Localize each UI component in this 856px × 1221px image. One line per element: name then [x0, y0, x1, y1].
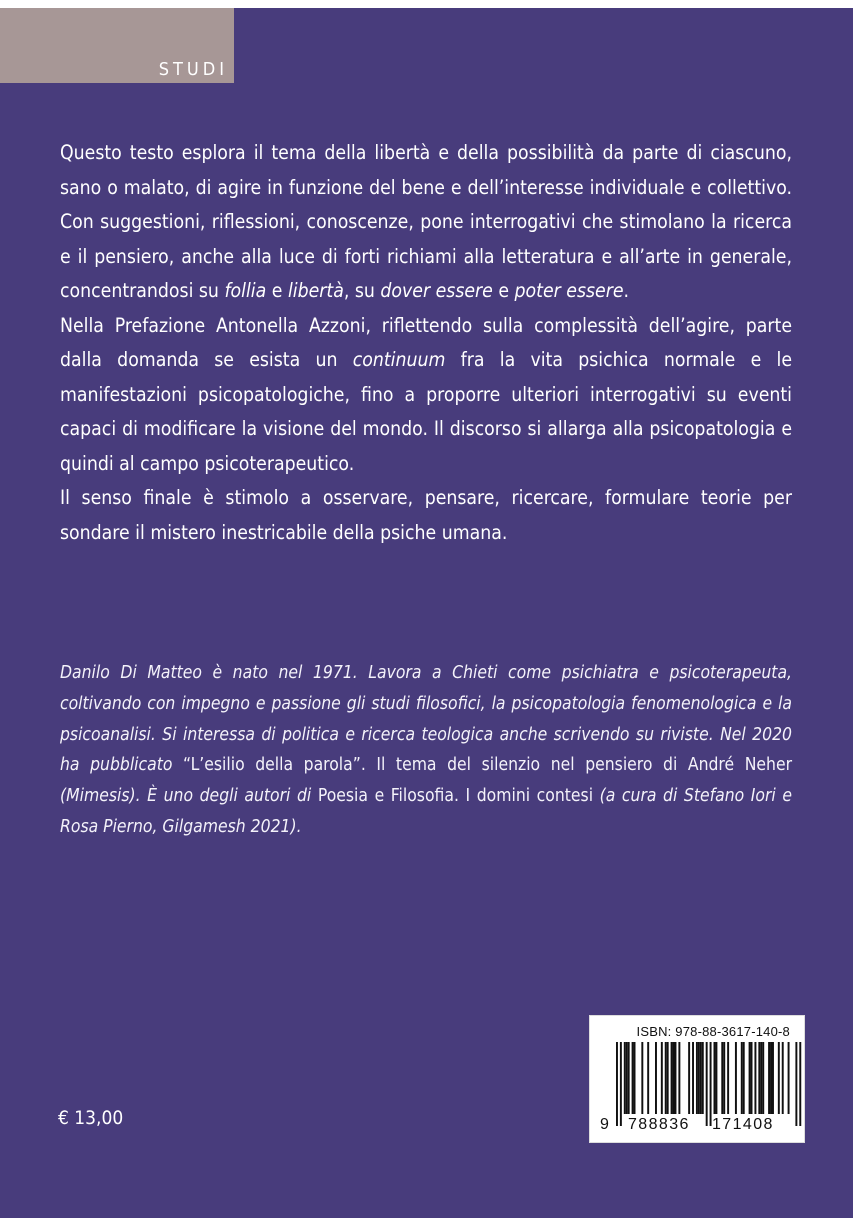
- text-segment: continuum: [352, 348, 446, 371]
- blurb-paragraph-1: [60, 136, 792, 309]
- text-segment: (Mimesis). È uno degli autori di: [60, 786, 318, 807]
- barcode-bar: [647, 1042, 649, 1114]
- barcode-bar: [760, 1042, 762, 1114]
- barcode-digit-first: 9: [600, 1116, 609, 1133]
- text-segment: e: [492, 279, 515, 302]
- back-cover: [0, 8, 853, 1218]
- barcode-bar: [667, 1042, 669, 1114]
- barcode-bar: [770, 1042, 772, 1114]
- blurb: [60, 136, 792, 550]
- barcode-bar: [700, 1042, 702, 1114]
- text-segment: Danilo Di Matteo è nato nel 1971. Lavora a Chieti come psichiatra e psicoterapeuta, coltivando con impegno e passione gli studi filosofici, la psicopatologia fenomenologica e la psicoanalisi. Si interessa di politica e ricerca teologica anche scrivendo su riviste. Nel 2020 ha pubblicato: [60, 663, 792, 776]
- barcode-bar: [768, 1042, 770, 1114]
- barcode-bar: [696, 1042, 698, 1114]
- blurb-paragraph-3: [60, 481, 792, 550]
- text-segment: Questo testo esplora il tema della libertà e della possibilità da parte di ciascuno, sano o malato, di agire in funzione del bene e dell’interesse individuale e collettivo. Con suggestioni, riflessioni, conoscenze, pone interrogativi che stimolano la ricerca e il pensiero, anche alla luce di forti richiami alla letteratura e all’arte in generale, concentrandosi su: [60, 141, 792, 302]
- barcode-bar: [799, 1042, 801, 1126]
- author-bio: [60, 658, 792, 843]
- barcode-bar: [727, 1042, 729, 1114]
- barcode-bar: [706, 1042, 708, 1126]
- series-tab: [0, 8, 234, 83]
- barcode-bar: [620, 1042, 622, 1126]
- barcode-bar: [626, 1042, 628, 1114]
- text-segment: Poesia e Filosofia. I domini contesi: [317, 786, 600, 807]
- text-segment: dover essere: [380, 279, 493, 302]
- text-segment: (a cura di Stefano Iori e Rosa Pierno, Gilgamesh 2021).: [60, 786, 792, 837]
- barcode-bar: [692, 1042, 694, 1114]
- text-segment: Nella Prefazione Antonella Azzoni, riflettendo sulla complessità dell’agire, parte dalla domanda se esista un: [60, 313, 792, 371]
- barcode-bar: [628, 1042, 630, 1114]
- barcode-bar: [616, 1042, 618, 1126]
- barcode-bar: [714, 1042, 716, 1114]
- barcode-bar: [795, 1042, 797, 1126]
- series-label: STUDI: [158, 59, 228, 80]
- text-segment: .: [623, 279, 630, 302]
- text-segment: e: [266, 279, 288, 302]
- barcode-bar: [632, 1042, 634, 1114]
- barcode-digits-right: 171408: [712, 1116, 774, 1133]
- barcode-bar: [678, 1042, 680, 1114]
- barcode-bar: [665, 1042, 667, 1114]
- barcode-bar: [772, 1042, 774, 1114]
- text-segment: libertà: [287, 279, 344, 302]
- barcode-bar: [754, 1042, 756, 1114]
- blurb-paragraph-2: [60, 309, 792, 482]
- barcode-digits-left: 788836: [628, 1116, 690, 1133]
- barcode-bar: [688, 1042, 690, 1114]
- text-segment: poter essere: [514, 279, 624, 302]
- text-segment: “L’esilio della parola”. Il tema del silenzio nel pensiero di André Neher: [183, 755, 793, 776]
- barcode-bar: [749, 1042, 751, 1114]
- barcode-bar: [624, 1042, 626, 1114]
- barcode-bar: [641, 1042, 643, 1114]
- isbn-label: ISBN: 978-88-3617-140-8: [636, 1024, 790, 1039]
- text-segment: follia: [224, 279, 267, 302]
- barcode-bar: [735, 1042, 737, 1114]
- barcode-bar: [634, 1042, 636, 1114]
- barcode-bar: [751, 1042, 753, 1114]
- barcode-bar: [671, 1042, 673, 1114]
- text-segment: , su: [343, 279, 381, 302]
- barcode-bar: [721, 1042, 723, 1114]
- barcode-bar: [702, 1042, 704, 1114]
- barcode-bar: [758, 1042, 760, 1114]
- price: € 13,00: [58, 1107, 124, 1129]
- barcode-bar: [778, 1042, 780, 1114]
- barcode-bar: [655, 1042, 657, 1114]
- barcode-bar: [723, 1042, 725, 1114]
- text-segment: Il senso finale è stimolo a osservare, pensare, ricercare, formulare teorie per sondare il mistero inestricabile della psiche umana.: [60, 486, 792, 544]
- barcode-bar: [673, 1042, 675, 1114]
- barcode-bar: [661, 1042, 663, 1114]
- barcode-bar: [782, 1042, 784, 1114]
- author-bio-text: [60, 658, 792, 843]
- barcode-bar: [710, 1042, 712, 1126]
- barcode-bar: [698, 1042, 700, 1114]
- barcode-bar: [762, 1042, 764, 1114]
- barcode-bar: [715, 1042, 717, 1114]
- barcode-bar: [743, 1042, 745, 1114]
- text-segment: fra la vita psichica normale e le manifestazioni psicopatologiche, fino a proporre ulteriori interrogativi su eventi capaci di modificare la visione del mondo. Il discorso si allarga alla psicopatologia e quindi al campo psicoterapeutico.: [60, 348, 792, 475]
- barcode-bar: [675, 1042, 677, 1114]
- isbn-barcode: [589, 1015, 805, 1143]
- barcode-bar: [788, 1042, 790, 1114]
- barcode-bar: [741, 1042, 743, 1114]
